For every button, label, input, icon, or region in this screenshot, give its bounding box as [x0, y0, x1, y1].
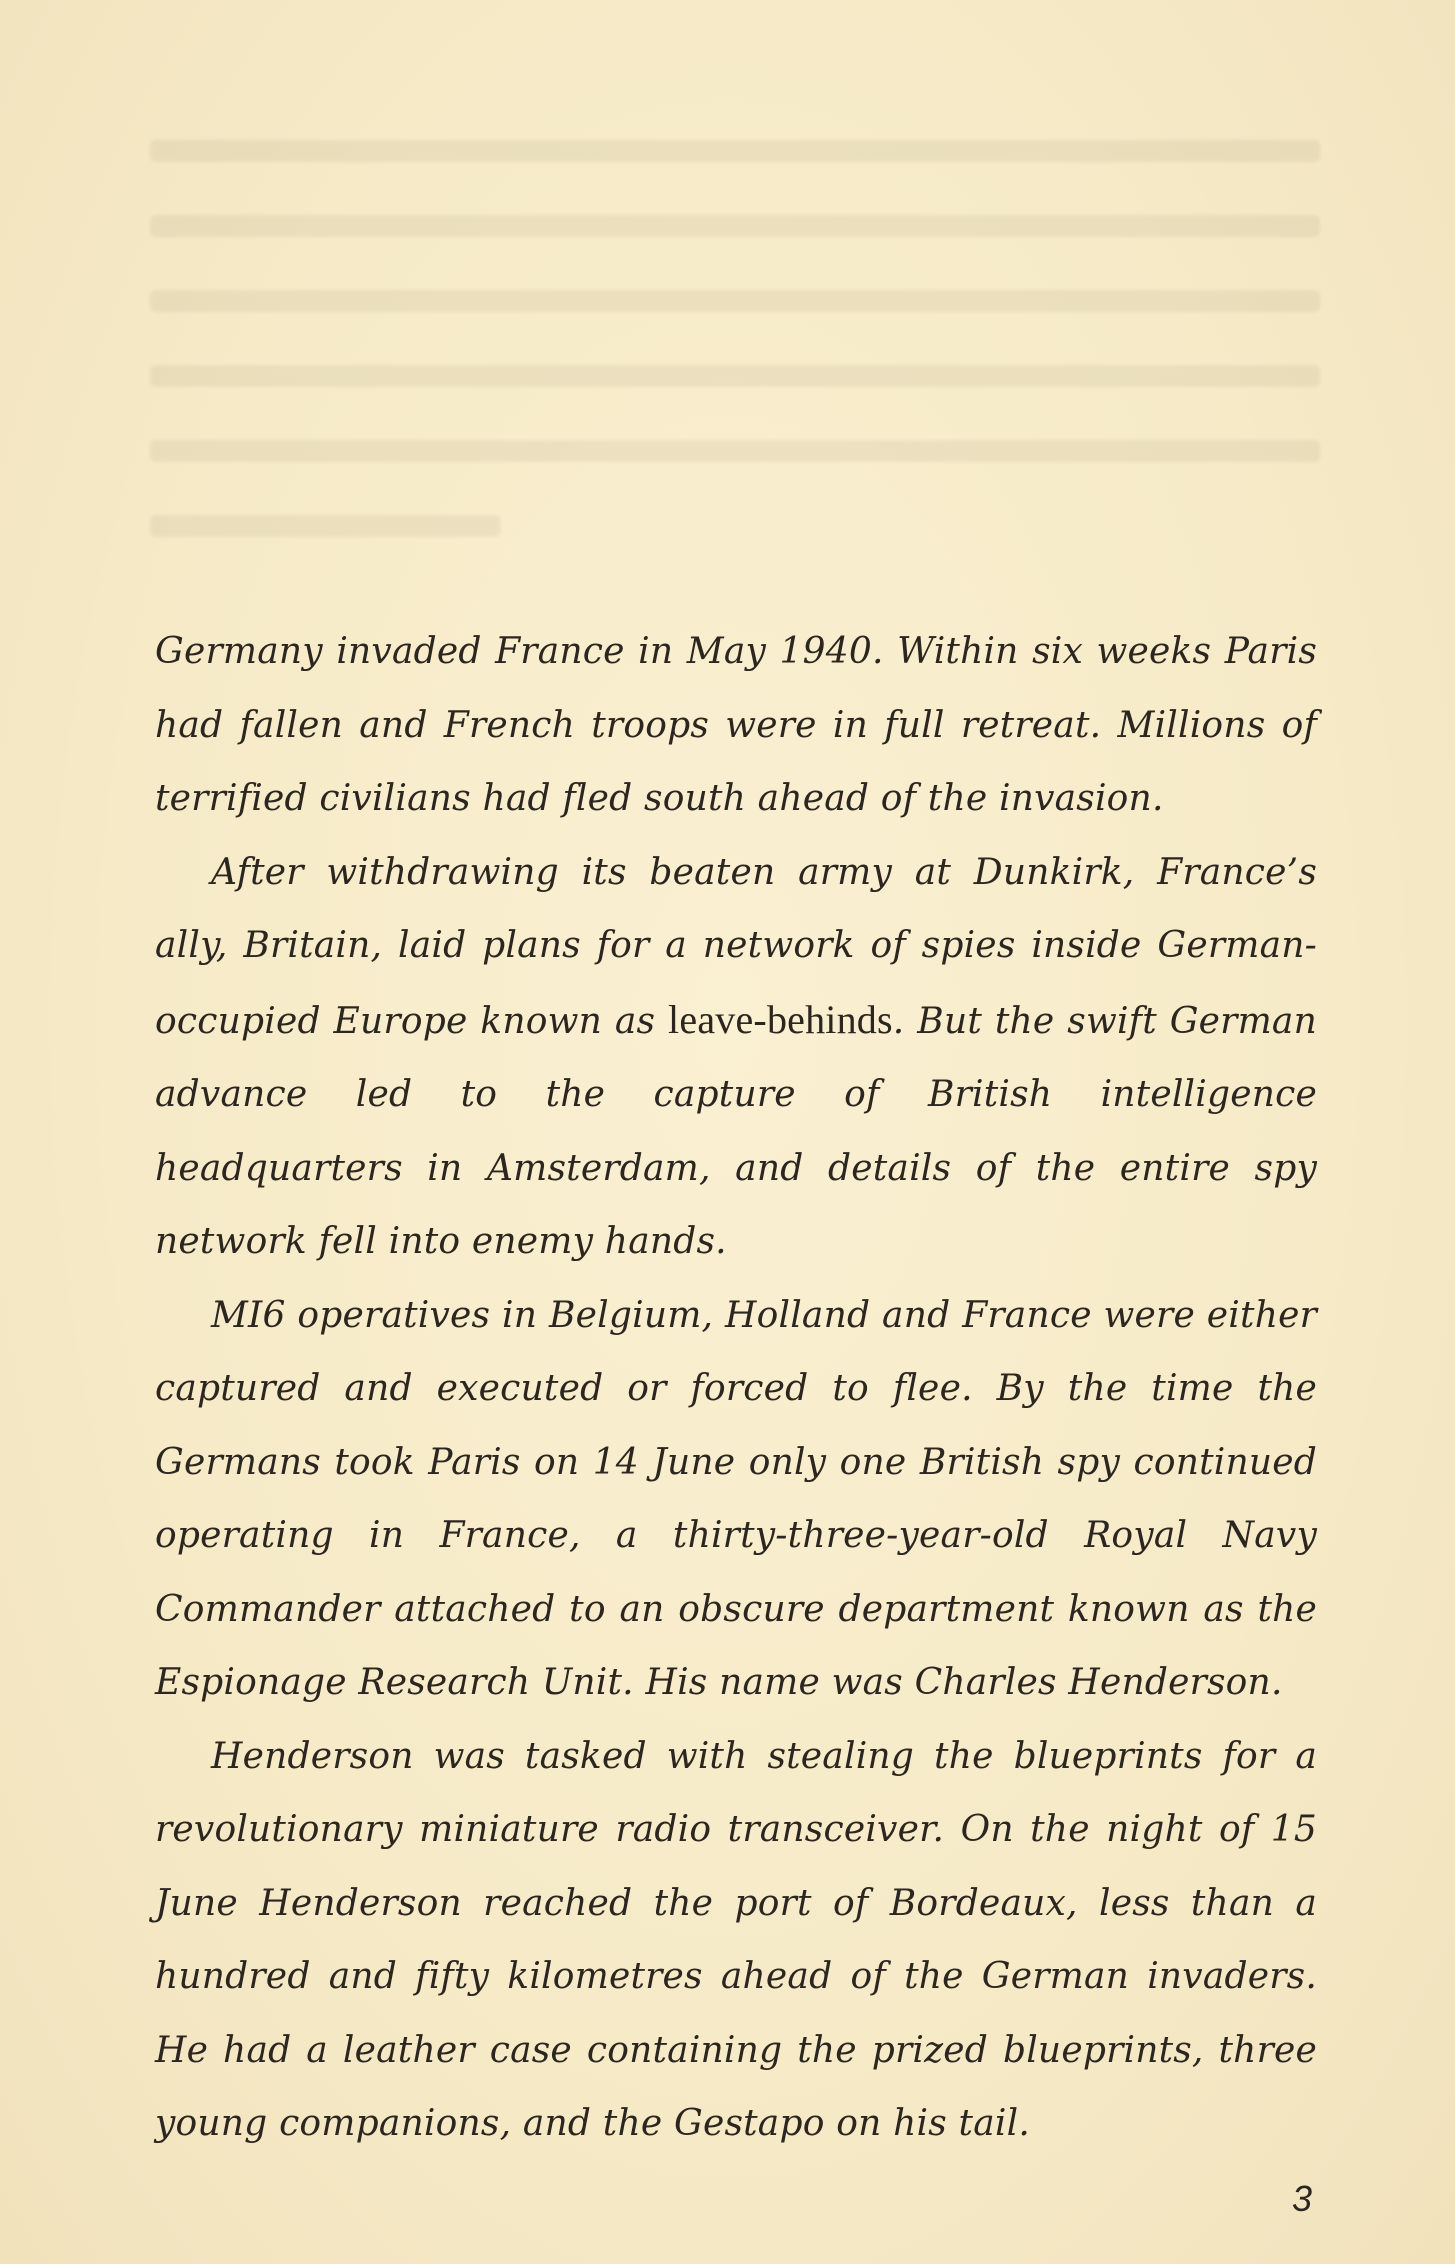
paragraph-1: [155, 615, 1317, 836]
paragraph-text: Germany invaded France in May 1940. Within six weeks Paris had fallen and French troops were in full retreat. Millions of terrified civilians had fled south ahead of the invasion.: [155, 631, 1317, 819]
paragraph-text: Henderson was tasked with stealing the blueprints for a revolutionary miniature radio transceiver. On the night of 15 June Henderson reached the port of Bordeaux, less than a hundred and fifty kilometres ahead of the German invaders. He had a leather case containing the prized blueprints, three young companions, and the Gestapo on his tail.: [155, 1735, 1317, 2144]
paragraph-3: [155, 1279, 1317, 1720]
paragraph-text: After withdrawing its beaten army at Dunkirk, France’s ally, Britain, laid plans for a network of spies inside German-occupied Europe known as: [155, 851, 1317, 1042]
paragraph-text: . But the swift German advance led to the capture of British intelligence headquarters in Amsterdam, and details of the entire spy network fell into enemy hands.: [155, 1000, 1317, 1262]
paragraph-text: MI6 operatives in Belgium, Holland and France were either captured and executed or forced to flee. By the time the Germans took Paris on 14 June only one British spy continued operating in France, a thirty-three-year-old Royal Navy Commander attached to an obscure department known as the Espionage Research Unit. His name was Charles Henderson.: [155, 1294, 1317, 1703]
body-text: [155, 615, 1317, 2161]
paragraph-2: [155, 836, 1317, 1279]
show-through-text: [150, 140, 1320, 570]
leave-behinds-term: leave-behinds: [668, 996, 893, 1042]
page-number: 3: [1291, 2178, 1312, 2219]
paragraph-4: [155, 1720, 1317, 2161]
